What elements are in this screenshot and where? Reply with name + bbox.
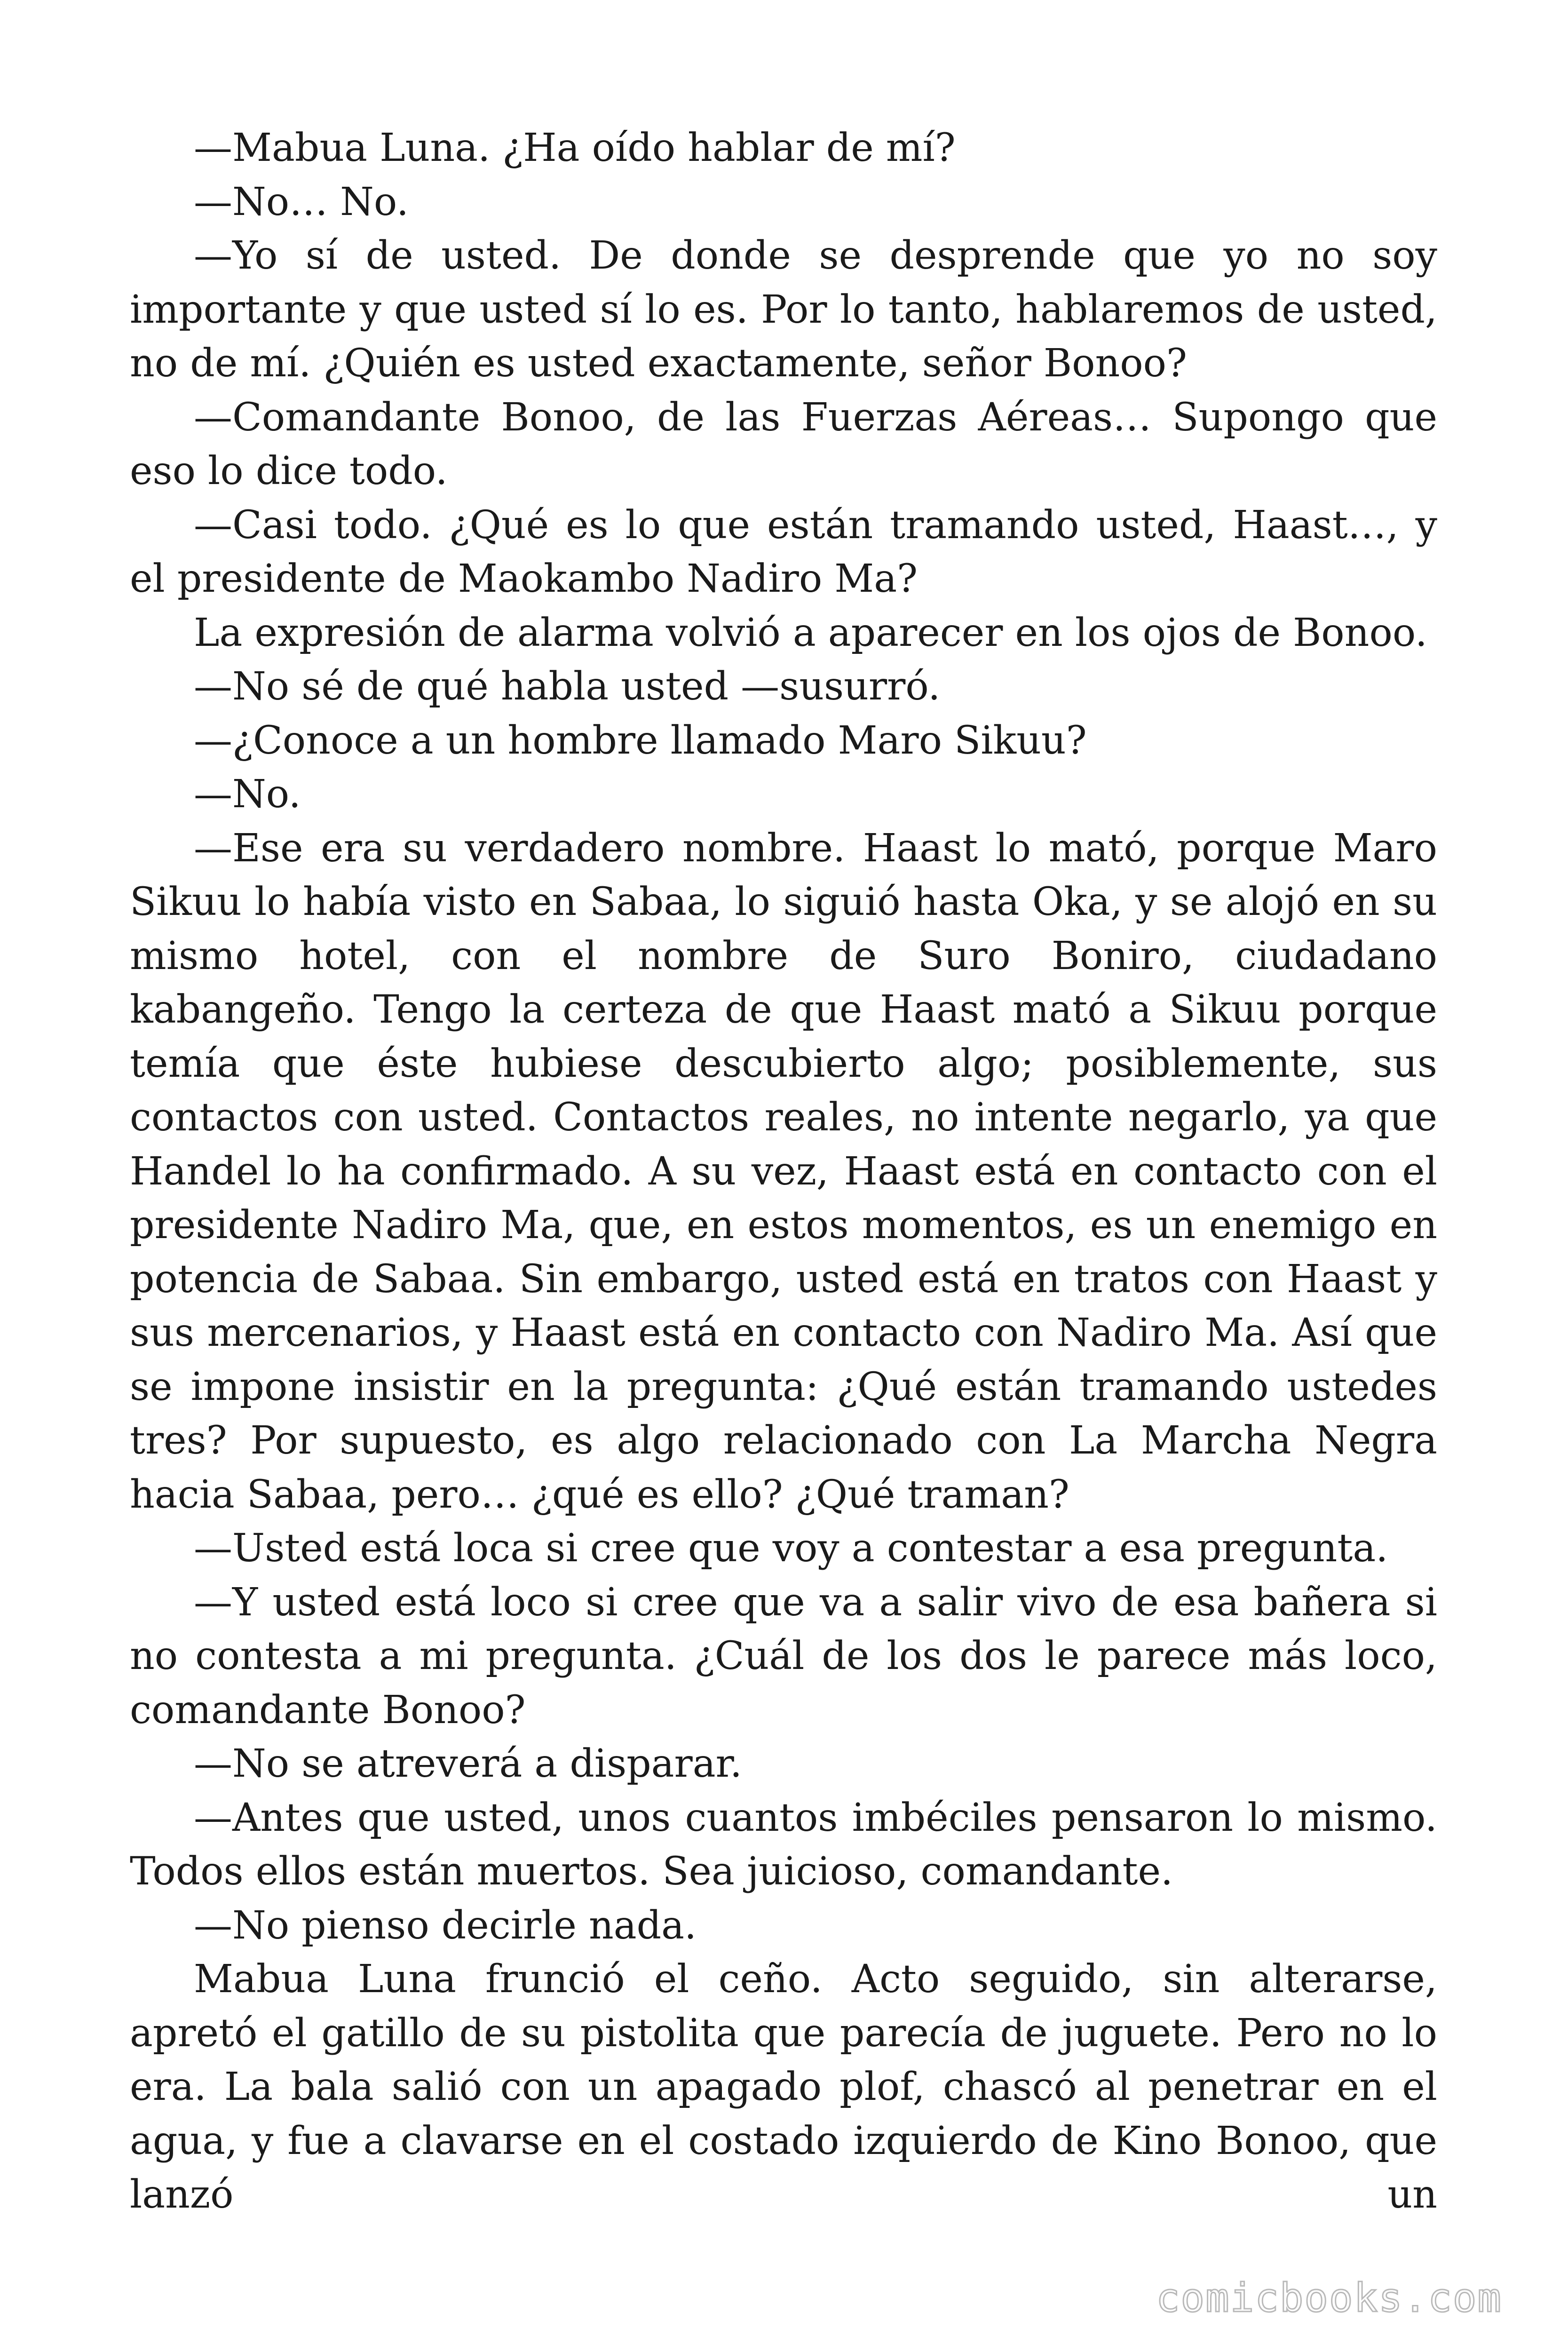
- paragraph: —Antes que usted, unos cuantos imbéciles pensaron lo mismo. Todos ellos están muertos. Sea juicioso, comandante.: [130, 1795, 1437, 1894]
- paragraph: Mabua Luna frunció el ceño. Acto seguido, sin alterarse, apretó el gatillo de su pistolita que parecía de juguete. Pero no lo era. La bala salió con un apagado plof, chascó al penetrar en el agua, y fue a clavarse en el costado izquierdo de Kino Bonoo, que lanzó un: [130, 1957, 1437, 2217]
- paragraph: —No.: [194, 772, 301, 817]
- paragraph: —Casi todo. ¿Qué es lo que están tramando usted, Haast…, y el presidente de Maokambo Nadiro Ma?: [130, 502, 1437, 601]
- paragraph: —Y usted está loco si cree que va a salir vivo de esa bañera si no contesta a mi pregunta. ¿Cuál de los dos le parece más loco, comandante Bonoo?: [130, 1580, 1437, 1732]
- page-text: [130, 121, 1437, 2222]
- paragraph: —Yo sí de usted. De donde se desprende que yo no soy importante y que usted sí lo es. Por lo tanto, hablaremos de usted, no de mí. ¿Quién es usted exactamente, señor Bonoo?: [130, 233, 1437, 386]
- paragraph: La expresión de alarma volvió a aparecer en los ojos de Bonoo.: [194, 610, 1427, 655]
- paragraph: —¿Conoce a un hombre llamado Maro Sikuu?: [194, 718, 1087, 763]
- paragraph: —Usted está loca si cree que voy a contestar a esa pregunta.: [194, 1526, 1388, 1571]
- paragraph: —No pienso decirle nada.: [194, 1903, 697, 1948]
- paragraph: —No… No.: [194, 179, 409, 224]
- paragraph: —Ese era su verdadero nombre. Haast lo mató, porque Maro Sikuu lo había visto en Sabaa, lo siguió hasta Oka, y se alojó en su mismo hotel, con el nombre de Suro Boniro, ciudadano kabangeño. Tengo la certeza de que Haast mató a Sikuu porque temía que éste hubiese descubierto algo; posiblemente, sus contactos con usted. Contactos reales, no intente negarlo, ya que Handel lo ha confirmado. A su vez, Haast está en contacto con el presidente Nadiro Ma, que, en estos momentos, es un enemigo en potencia de Sabaa. Sin embargo, usted está en tratos con Haast y sus mercenarios, y Haast está en contacto con Nadiro Ma. Así que se impone insistir en la pregunta: ¿Qué están tramando ustedes tres? Por supuesto, es algo relacionado con La Marcha Negra hacia Sabaa, pero… ¿qué es ello? ¿Qué traman?: [130, 826, 1437, 1517]
- paragraph: —Mabua Luna. ¿Ha oído hablar de mí?: [194, 126, 956, 170]
- paragraph: —No se atreverá a disparar.: [194, 1741, 742, 1786]
- paragraph: —No sé de qué habla usted —susurró.: [194, 664, 941, 709]
- paragraph: —Comandante Bonoo, de las Fuerzas Aéreas… Supongo que eso lo dice todo.: [130, 395, 1437, 493]
- watermark: comicbooks.com: [1156, 2275, 1502, 2321]
